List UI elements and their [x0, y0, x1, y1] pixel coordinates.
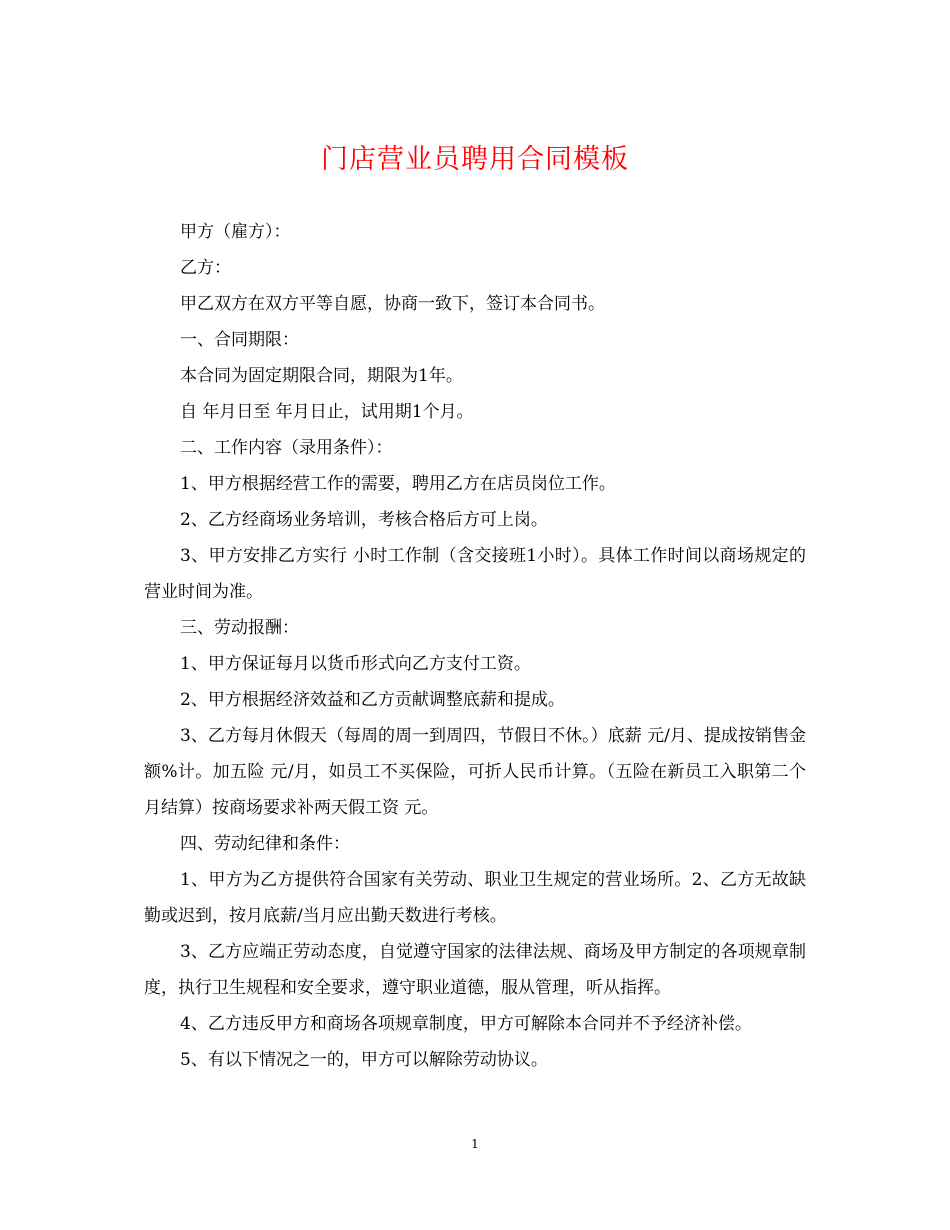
- document-title: 门店营业员聘用合同模板: [321, 144, 629, 175]
- party-b-line: 乙方：: [180, 258, 231, 278]
- party-a-line: 甲方（雇方）：: [180, 222, 291, 242]
- term-clause-2: 自 年月日至 年月日止，试用期1个月。: [180, 402, 474, 422]
- work-clause-1: 1、甲方根据经营工作的需要，聘用乙方在店员岗位工作。: [180, 474, 616, 494]
- pay-clause-2: 2、甲方根据经济效益和乙方贡献调整底薪和提成。: [180, 690, 565, 710]
- pay-clause-1: 1、甲方保证每月以货币形式向乙方支付工资。: [180, 654, 531, 674]
- section-heading-term: 一、合同期限：: [180, 330, 299, 350]
- discipline-clause-1: 1、甲方为乙方提供符合国家有关劳动、职业卫生规定的营业场所。2、乙方无故缺勤或迟到，按月底薪/当月应出勤天数进行考核。: [144, 870, 806, 926]
- agreement-intro: 甲乙双方在双方平等自愿，协商一致下，签订本合同书。: [180, 294, 605, 314]
- section-heading-pay: 三、劳动报酬：: [180, 618, 299, 638]
- document-body: [144, 214, 806, 1078]
- page-number: 1: [471, 1137, 479, 1151]
- discipline-clause-3: 3、乙方应端正劳动态度，自觉遵守国家的法律法规、商场及甲方制定的各项规章制度，执行卫生规程和安全要求，遵守职业道德，服从管理，听从指挥。: [144, 942, 806, 998]
- pay-clause-3: 3、乙方每月休假天（每周的周一到周四，节假日不休。）底薪 元/月、提成按销售金额%计。加五险 元/月，如员工不买保险，可折人民币计算。（五险在新员工入职第二个月结算）按商场要求补两天假工资 元。: [144, 726, 806, 818]
- discipline-clause-4: 4、乙方违反甲方和商场各项规章制度，甲方可解除本合同并不予经济补偿。: [180, 1014, 752, 1034]
- section-heading-discipline: 四、劳动纪律和条件：: [180, 834, 350, 854]
- work-clause-3: 3、甲方安排乙方实行 小时工作制（含交接班1小时）。具体工作时间以商场规定的营业时间为准。: [144, 546, 806, 602]
- term-clause-1: 本合同为固定期限合同，期限为1年。: [180, 366, 463, 386]
- work-clause-2: 2、乙方经商场业务培训，考核合格后方可上岗。: [180, 510, 548, 530]
- discipline-clause-5: 5、有以下情况之一的，甲方可以解除劳动协议。: [180, 1050, 548, 1070]
- section-heading-work: 二、工作内容（录用条件）：: [180, 438, 393, 458]
